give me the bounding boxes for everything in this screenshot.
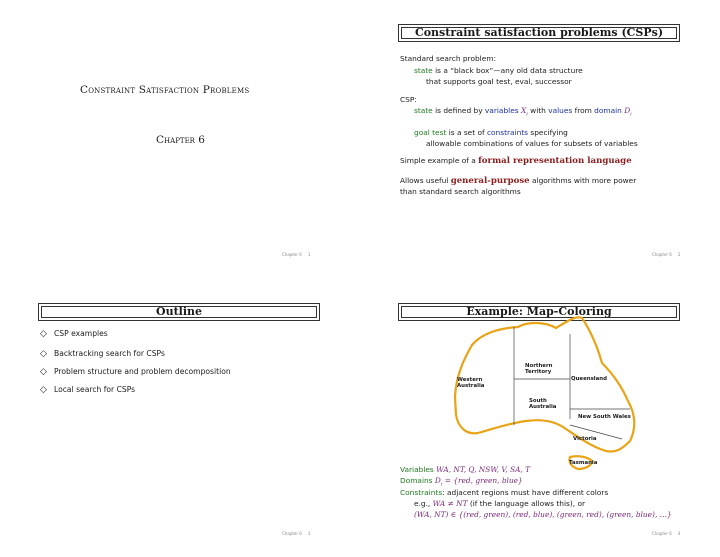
variables-line bbox=[400, 465, 530, 474]
text-span: Allows useful bbox=[400, 176, 451, 185]
text-line: that supports goal test, eval, successor bbox=[426, 77, 572, 86]
label-line: Territory bbox=[525, 369, 552, 375]
diamond-bullet-icon: ◇ bbox=[40, 349, 47, 359]
chapter-label: Chapter 6 bbox=[156, 134, 205, 146]
map-label-nsw: New South Wales bbox=[578, 414, 631, 420]
text-line: allowable combinations of values for subsets of variables bbox=[426, 139, 638, 148]
text-line: Standard search problem: bbox=[400, 54, 496, 63]
slide-footer bbox=[282, 252, 310, 257]
slide-outline bbox=[0, 279, 360, 557]
text-span: is a set of bbox=[446, 128, 487, 137]
slide-csp-definition bbox=[360, 0, 720, 278]
text-span: algorithms with more power bbox=[529, 176, 637, 185]
text-span: (if the language allows this), or bbox=[467, 499, 586, 508]
label-line: South bbox=[529, 398, 547, 404]
list-item-label: Local search for CSPs bbox=[54, 385, 136, 394]
list-item bbox=[40, 367, 231, 377]
list-item-label: Problem structure and problem decomposition bbox=[54, 367, 231, 376]
text-line bbox=[400, 176, 636, 186]
slide-title-box bbox=[398, 24, 680, 42]
term-formal-language: formal representation language bbox=[478, 156, 632, 166]
slide-heading: Constraint satisfaction problems (CSPs) bbox=[414, 26, 664, 39]
term-variables: Variables bbox=[400, 465, 434, 474]
page-number: 4 bbox=[677, 531, 681, 536]
label-line: Northern bbox=[525, 363, 553, 369]
diamond-bullet-icon: ◇ bbox=[40, 367, 47, 377]
term-general-purpose: general-purpose bbox=[450, 176, 530, 186]
slide-map-coloring bbox=[360, 279, 720, 557]
text-span: is a “black box”—any old data structure bbox=[432, 66, 583, 75]
text-span: : adjacent regions must have different colors bbox=[442, 488, 609, 497]
list-item bbox=[40, 329, 108, 339]
footer-chapter: Chapter 6 bbox=[652, 252, 672, 257]
term-state: state bbox=[414, 106, 433, 115]
deck-title: Constraint Satisfaction Problems bbox=[80, 84, 250, 96]
list-item-label: Backtracking search for CSPs bbox=[54, 349, 165, 358]
slide-title bbox=[0, 0, 360, 278]
example-line bbox=[414, 499, 585, 508]
math-inequality: WA ≠ NT bbox=[432, 499, 468, 508]
math-sub: i bbox=[526, 111, 528, 118]
footer-chapter: Chapter 6 bbox=[282, 531, 302, 536]
page-number: 2 bbox=[677, 252, 681, 257]
text-line bbox=[400, 156, 632, 166]
term-domains: Domains bbox=[400, 476, 433, 485]
text-span: with bbox=[527, 106, 549, 115]
slide-heading: Outline bbox=[155, 305, 202, 318]
text-span: Simple example of a bbox=[400, 156, 479, 165]
text-span: is defined by bbox=[432, 106, 485, 115]
label-line: Australia bbox=[457, 383, 485, 389]
slide-heading: Example: Map-Coloring bbox=[466, 305, 612, 318]
list-item bbox=[40, 385, 135, 395]
label-line: Australia bbox=[529, 404, 557, 410]
diamond-bullet-icon: ◇ bbox=[40, 385, 47, 395]
term-values: values bbox=[548, 106, 573, 115]
footer-chapter: Chapter 6 bbox=[652, 531, 672, 536]
text-line: than standard search algorithms bbox=[400, 187, 521, 196]
math-sub: i bbox=[440, 481, 443, 488]
label-line: Western bbox=[457, 377, 483, 383]
text-line bbox=[414, 66, 583, 75]
text-line: CSP: bbox=[400, 95, 417, 104]
text-span: from bbox=[572, 106, 595, 115]
term-goal-test: goal test bbox=[414, 128, 447, 137]
term-constraints: Constraints bbox=[400, 488, 443, 497]
page-number: 1 bbox=[307, 252, 311, 257]
math-x: X bbox=[518, 106, 527, 115]
diamond-bullet-icon: ◇ bbox=[40, 329, 47, 339]
tuple-line bbox=[414, 510, 672, 519]
slide-title-box bbox=[398, 303, 680, 321]
map-label-qld: Queensland bbox=[571, 376, 607, 382]
term-domain: domain bbox=[594, 106, 622, 115]
slide-footer bbox=[282, 531, 310, 536]
math-d: D bbox=[621, 106, 631, 115]
page-number: 3 bbox=[307, 531, 311, 536]
map-label-tas: Tasmania bbox=[569, 460, 598, 466]
map-label-nt bbox=[525, 363, 552, 375]
term-constraints: constraints bbox=[486, 128, 529, 137]
text-line bbox=[414, 106, 632, 119]
constraints-line bbox=[400, 488, 608, 497]
slide-footer bbox=[652, 252, 680, 257]
text-line bbox=[414, 128, 568, 137]
math-domain-set: = {red, green, blue} bbox=[442, 476, 523, 485]
math-sub: i bbox=[630, 111, 632, 118]
slide-footer bbox=[652, 531, 680, 536]
map-label-sa bbox=[529, 398, 556, 410]
text-span: specifying bbox=[528, 128, 568, 137]
math-tuple-set: (WA, NT) ∈ {(red, green), (red, blue), (green, red), (green, blue), …} bbox=[414, 510, 672, 519]
text-span: e.g., bbox=[414, 499, 433, 508]
math-d: D bbox=[432, 476, 441, 485]
list-item bbox=[40, 349, 165, 359]
slide-title-box bbox=[38, 303, 320, 321]
list-item-label: CSP examples bbox=[54, 329, 108, 338]
map-label-wa bbox=[457, 377, 484, 389]
term-state: state bbox=[414, 66, 433, 75]
term-variables: variables bbox=[484, 106, 519, 115]
math-variables: WA, NT, Q, NSW, V, SA, T bbox=[433, 465, 531, 474]
footer-chapter: Chapter 6 bbox=[282, 252, 302, 257]
map-label-vic: Victoria bbox=[573, 436, 597, 442]
